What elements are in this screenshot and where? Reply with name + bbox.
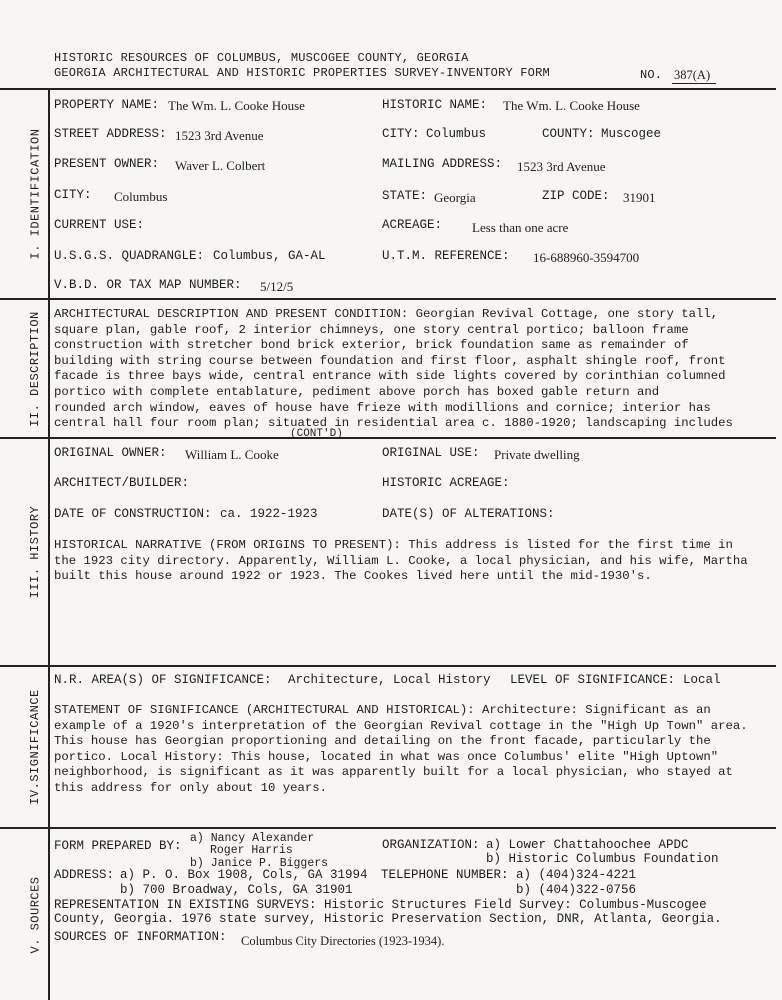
description-line: construction with stretcher bond brick exterior, brick foundation same as remainder of xyxy=(54,338,689,353)
statement-line: STATEMENT OF SIGNIFICANCE (ARCHITECTURAL AND HISTORICAL): Architecture: Significant as an xyxy=(54,703,711,717)
section-label-significance: IV.SIGNIFICANCE xyxy=(28,689,42,805)
narrative-line: the 1923 city directory. Apparently, William L. Cooke, a local physician, and his wife, Martha xyxy=(54,553,748,568)
usgs-quadrangle-label: U.S.G.S. QUADRANGLE: xyxy=(54,249,205,263)
property-name-label: PROPERTY NAME: xyxy=(54,98,160,112)
preparer-a2: Roger Harris xyxy=(210,844,293,857)
address-label: ADDRESS: xyxy=(54,868,115,882)
divider-3 xyxy=(0,665,776,667)
level-of-significance-value: Local xyxy=(683,673,721,687)
original-owner-value: William L. Cooke xyxy=(185,447,279,462)
mailing-address-label: MAILING ADDRESS: xyxy=(382,157,503,171)
historic-acreage-label: HISTORIC ACREAGE: xyxy=(382,476,510,490)
zip-value: 31901 xyxy=(623,190,656,205)
state-value: Georgia xyxy=(434,190,476,205)
utm-reference-label: U.T.M. REFERENCE: xyxy=(382,249,510,263)
section-label-description: II. DESCRIPTION xyxy=(28,310,42,427)
section-label-history: III. HISTORY xyxy=(28,505,43,599)
construction-date-label: DATE OF CONSTRUCTION: xyxy=(54,507,212,521)
divider-2 xyxy=(0,437,776,439)
preparer-a: a) Nancy Alexander xyxy=(190,832,315,845)
current-use-label: CURRENT USE: xyxy=(54,218,145,232)
section-label-sources: V. SOURCES xyxy=(28,875,43,954)
county-label: COUNTY: xyxy=(542,127,595,141)
statement-line: this address for only about 10 years. xyxy=(54,780,328,795)
zip-label: ZIP CODE: xyxy=(542,189,610,203)
divider-top xyxy=(0,88,776,90)
sources-of-information-value: Columbus City Directories (1923-1934). xyxy=(241,934,445,948)
property-name-value: The Wm. L. Cooke House xyxy=(168,98,305,113)
tax-map-label: V.B.D. OR TAX MAP NUMBER: xyxy=(54,278,242,292)
divider-1 xyxy=(0,298,776,300)
telephone-label: TELEPHONE NUMBER: xyxy=(381,868,509,882)
form-number-value: 387(A) xyxy=(672,68,716,84)
statement-line: example of a 1920's interpretation of the Georgian Revival cottage in the "High Up Town" area. xyxy=(54,718,748,733)
historic-name-value: The Wm. L. Cooke House xyxy=(503,98,640,113)
description-line: facade is three bays wide, central entrance with side lights covered by corinthian columned xyxy=(54,369,726,384)
description-line: portico with complete entablature, pediment above porch has boxed gable return and xyxy=(54,384,660,399)
architectural-description xyxy=(54,307,756,432)
representation-line2: County, Georgia. 1976 state survey, Historic Preservation Section, DNR, Atlanta, Georgia. xyxy=(54,912,722,926)
level-of-significance-label: LEVEL OF SIGNIFICANCE: xyxy=(510,673,676,687)
original-use-label: ORIGINAL USE: xyxy=(382,446,480,460)
construction-date-value: ca. 1922-1923 xyxy=(220,507,318,521)
county-value: Muscogee xyxy=(601,127,662,141)
alterations-label: DATE(S) OF ALTERATIONS: xyxy=(382,507,555,521)
nr-area-value: Architecture, Local History xyxy=(288,673,491,687)
historic-name-label: HISTORIC NAME: xyxy=(382,98,488,112)
city-label: CITY: xyxy=(382,127,420,141)
statement-line: This house has Georgian proportioning and detailing on the front facade, particularly the xyxy=(54,734,711,749)
narrative-line: HISTORICAL NARRATIVE (FROM ORIGINS TO PRESENT): This address is listed for the first time in xyxy=(54,538,733,552)
description-line: square plan, gable roof, 2 interior chimneys, one story central portico; balloon frame xyxy=(54,322,689,337)
original-owner-label: ORIGINAL OWNER: xyxy=(54,446,167,460)
nr-area-label: N.R. AREA(S) OF SIGNIFICANCE: xyxy=(54,673,272,687)
organization-b: b) Historic Columbus Foundation xyxy=(486,852,719,866)
acreage-value: Less than one acre xyxy=(472,220,569,235)
sources-of-information-label: SOURCES OF INFORMATION: xyxy=(54,930,227,944)
owner-city-label: CITY: xyxy=(54,188,92,202)
narrative-line: built this house around 1922 or 1923. The Cookes lived here until the mid-1930's. xyxy=(54,569,652,584)
city-value: Columbus xyxy=(426,127,487,141)
historical-narrative xyxy=(54,538,756,585)
telephone-a: a) (404)324-4221 xyxy=(516,868,637,882)
address-b: b) 700 Broadway, Cols, GA 31901 xyxy=(120,883,353,897)
representation-line1: REPRESENTATION IN EXISTING SURVEYS: Historic Structures Field Survey: Columbus-Muscogee xyxy=(54,898,707,912)
state-label: STATE: xyxy=(382,189,428,203)
owner-city-value: Columbus xyxy=(114,189,168,204)
organization-label: ORGANIZATION: xyxy=(382,838,480,852)
form-header-line1: HISTORIC RESOURCES OF COLUMBUS, MUSCOGEE COUNTY, GEORGIA xyxy=(54,51,469,65)
present-owner-label: PRESENT OWNER: xyxy=(54,157,160,171)
address-a: a) P. O. Box 1908, Cols, GA 31994 xyxy=(120,868,368,882)
description-line: central hall four room plan; situated in residential area c. 1880-1920; landscaping includes xyxy=(54,416,733,431)
continued-marker: (CONT'D) xyxy=(290,428,343,440)
acreage-label: ACREAGE: xyxy=(382,218,443,232)
mailing-address-value: 1523 3rd Avenue xyxy=(517,159,606,174)
organization-a: a) Lower Chattahoochee APDC xyxy=(486,838,689,852)
section-label-identification: I. IDENTIFICATION xyxy=(28,128,43,260)
architect-builder-label: ARCHITECT/BUILDER: xyxy=(54,476,190,490)
preparer-b: b) Janice P. Biggers xyxy=(190,857,329,870)
present-owner-value: Waver L. Colbert xyxy=(175,158,266,173)
description-line: building with string course between foundation and first floor, asphalt shingle roof, front xyxy=(54,353,726,368)
form-prepared-label: FORM PREPARED BY: xyxy=(54,839,182,853)
description-line: rounded arch window, eaves of house have frieze with modillions and cornice; interior has xyxy=(54,400,711,415)
form-header-line2: GEORGIA ARCHITECTURAL AND HISTORIC PROPERTIES SURVEY-INVENTORY FORM xyxy=(54,66,550,80)
divider-4 xyxy=(0,827,776,829)
form-number-label: NO. xyxy=(640,68,663,82)
statement-of-significance xyxy=(54,703,756,797)
statement-line: neighborhood, is significant as it was apparently built for a local physician, who stayed at xyxy=(54,765,733,780)
original-use-value: Private dwelling xyxy=(494,447,580,462)
usgs-quadrangle-value: Columbus, GA-AL xyxy=(213,249,326,263)
street-address-label: STREET ADDRESS: xyxy=(54,127,167,141)
street-address-value: 1523 3rd Avenue xyxy=(175,128,264,143)
statement-line: portico. Local History: This house, located in what was once Columbus' elite "High Uptown" xyxy=(54,749,719,764)
utm-reference-value: 16-688960-3594700 xyxy=(533,250,640,265)
description-line: ARCHITECTURAL DESCRIPTION AND PRESENT CONDITION: Georgian Revival Cottage, one story tall, xyxy=(54,307,719,321)
telephone-b: b) (404)322-0756 xyxy=(516,883,637,897)
tax-map-value: 5/12/5 xyxy=(260,279,294,294)
